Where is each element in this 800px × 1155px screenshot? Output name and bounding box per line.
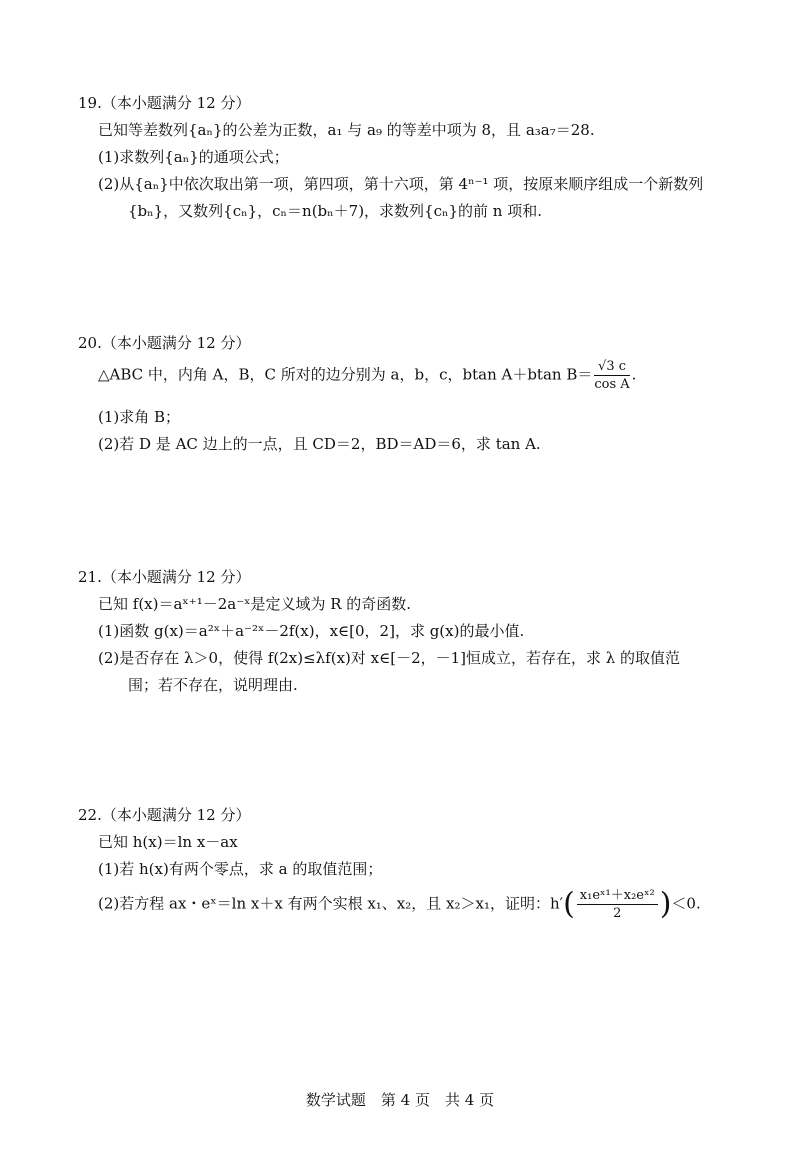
problem-19-header: 19.（本小题满分 12 分） (78, 94, 251, 112)
problem-22-part-2-end: ＜0. (671, 894, 701, 913)
fraction-numerator: √3 c (594, 360, 629, 376)
problem-22-header: 22.（本小题满分 12 分） (78, 806, 251, 824)
fraction-denominator: cos A (594, 377, 630, 392)
problem-20-part-2: (2)若 D 是 AC 边上的一点，且 CD＝2，BD＝AD＝6，求 tan A. (98, 435, 541, 453)
problem-20-header: 20.（本小题满分 12 分） (78, 334, 251, 352)
problem-21-line-1: 已知 f(x)＝aˣ⁺¹－2a⁻ˣ是定义域为 R 的奇函数. (98, 595, 412, 613)
problem-20-line-1-end: . (631, 365, 637, 384)
problem-22-line-1: 已知 h(x)＝ln x－ax (98, 833, 238, 851)
right-paren: ) (659, 886, 672, 922)
problem-21-part-1: (1)函数 g(x)＝a²ˣ＋a⁻²ˣ－2f(x)，x∈[0，2]，求 g(x)的最小值. (98, 622, 525, 640)
fraction-numerator: x₁eˣ¹＋x₂eˣ² (577, 889, 658, 905)
problem-19-part-1: (1)求数列{aₙ}的通项公式； (98, 148, 289, 166)
left-paren: ( (563, 886, 575, 922)
problem-20-line-1-text: △ABC 中，内角 A，B，C 所对的边分别为 a，b，c，btan A＋btan B＝ (98, 365, 593, 384)
problem-21-header: 21.（本小题满分 12 分） (78, 568, 251, 586)
problem-19-part-2: (2)从{aₙ}中依次取出第一项，第四项，第十六项，第 4ⁿ⁻¹ 项，按原来顺序组成一个新数列 (98, 175, 704, 193)
problem-19-line-1: 已知等差数列{aₙ}的公差为正数，a₁ 与 a₉ 的等差中项为 8，且 a₃a₇＝28. (98, 121, 595, 139)
problem-20-part-1: (1)求角 B； (98, 408, 181, 426)
problem-21-part-2-cont: 围；若不存在，说明理由. (128, 676, 298, 694)
problem-22-part-2 (98, 886, 701, 922)
problem-22-part-2-text: (2)若方程 ax・eˣ＝ln x＋x 有两个实根 x₁、x₂，且 x₂＞x₁，证明：h′ (98, 894, 564, 913)
problem-20-line-1 (98, 360, 636, 391)
fraction-denominator: 2 (613, 906, 622, 921)
problem-21-part-2: (2)是否存在 λ＞0，使得 f(2x)≤λf(x)对 x∈[－2，－1]恒成立，若存在，求 λ 的取值范 (98, 649, 681, 667)
problem-22-part-1: (1)若 h(x)有两个零点，求 a 的取值范围； (98, 860, 383, 878)
problem-22-fraction (577, 889, 658, 920)
problem-19-part-2-cont: {bₙ}，又数列{cₙ}，cₙ＝n(bₙ＋7)，求数列{cₙ}的前 n 项和. (128, 202, 542, 220)
page-footer: 数学试题 第 4 页 共 4 页 (305, 1091, 495, 1109)
problem-20-fraction (594, 360, 629, 391)
